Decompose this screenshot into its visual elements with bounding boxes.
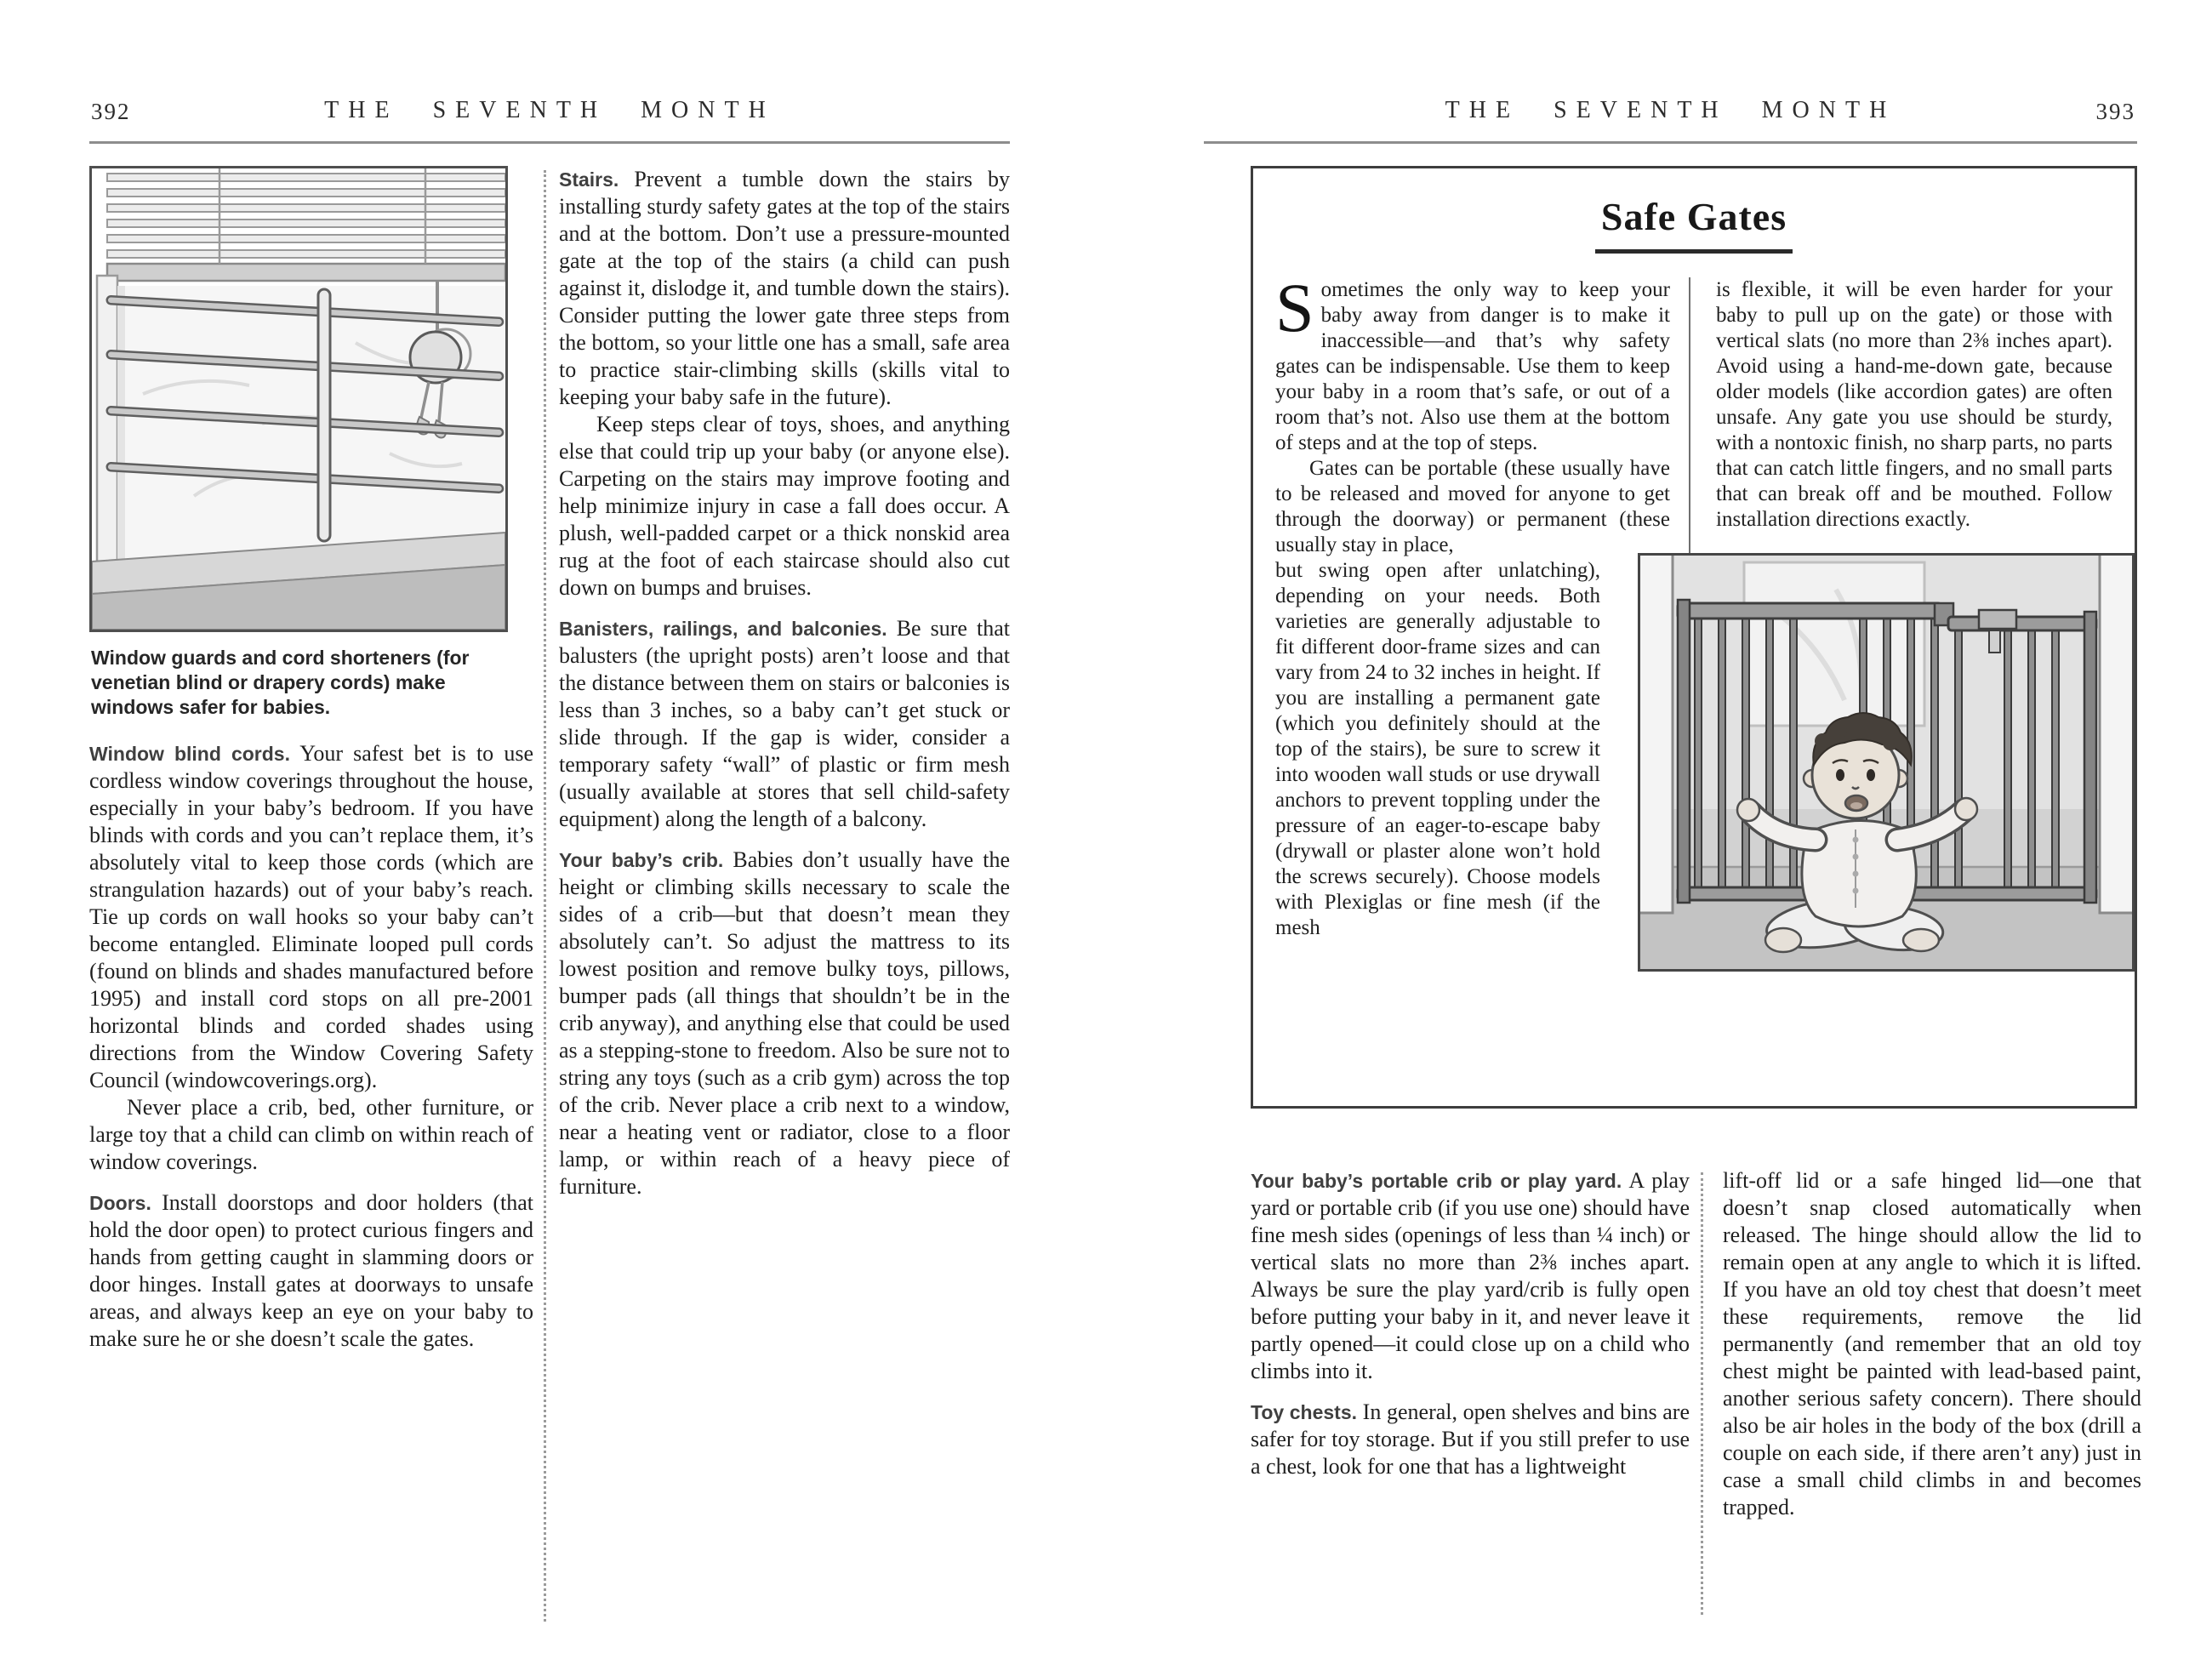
baby-hand xyxy=(1955,798,1977,820)
header-rule-right xyxy=(1204,141,2137,144)
figure-caption: Window guards and cord shorteners (for venetian blind or drapery cords) make windows safer for babies. xyxy=(91,647,470,718)
running-head-right: THE SEVENTH MONTH xyxy=(1445,97,1896,123)
window-jamb xyxy=(97,276,117,575)
lead-window-blind-cords: Window blind cords. xyxy=(89,743,290,765)
paragraph-text: Be sure that balusters (the upright posts) aren’t loose and that the distance between them on stairs or balconies is less than 3 inches, so a baby can’t get stuck or slide through. If the gap is wider, consider a temporary safety “wall” of plastic or firm mesh (usually available at stores that sell child-safety equipment) along the length of a balcony. xyxy=(559,616,1011,831)
paragraph-text: In general, open shelves and bins are safer for toy storage. But if you still prefer to use a chest, look for one that has a lightweight xyxy=(1251,1400,1690,1479)
left-page-column-2 xyxy=(559,166,1010,1200)
lead-doors: Doors. xyxy=(89,1192,151,1214)
baby-foot xyxy=(1903,929,1939,951)
paragraph-banisters xyxy=(559,615,1010,833)
paragraph-window-blind-cords xyxy=(89,740,533,1094)
column-divider-dotted-left-page xyxy=(544,170,546,1622)
paragraph-toy-chest-continued: lift-off lid or a safe hinged lid—one that doesn’t snap closed automatically when released. The hinge should allow the lid to remain open at any angle to which it is lifted. If you have an old toy chest that doesn’t meet these requirements, remove the lid permanently (and remember that an old toy chest might be painted with lead-based paint, another serious safety concern). There should also be air holes in the body of the box (drill a couple on each side, if there aren’t any) just in case a small child climbs in and becomes trapped. xyxy=(1723,1168,2141,1519)
paragraph-text: Your safest bet is to use cordless window coverings throughout the house, especially in your baby’s bedroom. If you have blinds with cords and you can’t replace them, it’s absolutely vital to keep those cords (which are strangulation hazards) out of your baby’s reach. Tie up cords on wall hooks so your baby can’t become entangled. Eliminate looped pull cords (found on blinds and shades manufactured before 1995) and install cord stops on all pre-2001 horizontal blinds and corded shades using directions from the Window Covering Safety Council (windowcoverings.org). xyxy=(89,741,533,1092)
box-paragraph-2-continued: but swing open after unlatching), depending on your needs. Both varieties are generally adjustable to fit different door-frame sizes and can vary from 24 to 32 inches in height. If you are installing a permanent gate (which you definitely should at the top of the stairs), be sure to screw it into wooden wall studs or use drywall anchors to prevent toppling under the pressure of an eager-to-escape baby (drywall or plaster alone won’t hold the screws securely). Choose models with Plexiglas or fine mesh (if the mesh xyxy=(1275,559,1600,939)
door-post-left xyxy=(1640,556,1673,913)
paragraph-text: ometimes the only way to keep your baby away from danger is to make it inaccessible—and that’s why safety gates can be indispensable. Use them to keep your baby in a room that’s safe, or out of a room that’s not. Also use them at the bottom of steps and at the top of steps. xyxy=(1275,278,1670,454)
gate-latch xyxy=(1979,610,2016,629)
title-double-rule xyxy=(1595,249,1793,254)
baby-eye xyxy=(1836,769,1844,781)
paragraph-never-place-crib: Never place a crib, bed, other furniture, or large toy that a child can climb on within reach of window coverings. xyxy=(89,1095,533,1174)
box-column-2-text: is flexible, it will be even harder for your baby to pull up on the gate) or those with vertical slats (no more than 2⅜ inches apart). Avoid using a hand-me-down gate, because older models (like accordion gates) are often unsafe. Any gate you use should be sturdy, with a nontoxic finish, no sharp parts, no parts that can catch little fingers, and no small parts that can break off and be mouthed. Follow installation directions exactly. xyxy=(1716,278,2112,531)
running-head-left: THE SEVENTH MONTH xyxy=(324,97,775,123)
dropcap-s: S xyxy=(1275,269,1314,346)
baby-eye xyxy=(1867,769,1875,781)
box-paragraph-2-start: Gates can be portable (these usually have to be released and moved for anyone to get through the doorway) or permanent (these usually stay in place, xyxy=(1275,457,1670,556)
lead-banisters: Banisters, railings, and balconies. xyxy=(559,618,887,640)
box-title: Safe Gates xyxy=(1600,195,1787,238)
left-page-column-1 xyxy=(89,166,533,1353)
paragraph-toy-chests xyxy=(1251,1399,1690,1480)
page-number-right: 393 xyxy=(2095,99,2135,124)
paragraph-your-babys-crib xyxy=(559,847,1010,1200)
paragraph-text: Babies don’t usually have the height or climbing skills necessary to scale the sides of a crib—but that doesn’t mean they absolutely can’t. So adjust the mattress to its lowest position and remove bulky toys, pillows, bumper pads (all things that shouldn’t be in the crib anyway), and anything else that could be used as a stepping-stone to freedom. Also be sure not to string any toys (such as a crib gym) across the top of the crib. Never place a crib next to a window, near a heating vent or radiator, close to a floor lamp, or within reach of a heavy piece of furniture. xyxy=(559,847,1011,1199)
safe-gates-box xyxy=(1251,166,2137,1109)
paragraph-keep-steps-clear: Keep steps clear of toys, shoes, and anything else that could trip up your baby (or anyone else). Carpeting on the stairs may improve footing and help minimize injury in case a fall does occur. A plush, well-padded carpet or a thick nonskid area rug at the foot of each staircase should also cut down on bumps and bruises. xyxy=(559,412,1010,600)
baby-hand xyxy=(1737,799,1759,821)
right-page-bottom-column-2 xyxy=(1723,1167,2141,1521)
safety-gate-drawing xyxy=(1640,556,2132,969)
window-guard-illustration xyxy=(89,166,508,632)
lead-portable-crib: Your baby’s portable crib or play yard. xyxy=(1251,1170,1622,1192)
lead-your-babys-crib: Your baby’s crib. xyxy=(559,849,724,871)
paragraph-portable-crib xyxy=(1251,1167,1690,1385)
paragraph-stairs xyxy=(559,166,1010,411)
door-post-right xyxy=(2100,556,2132,913)
box-paragraph-1 xyxy=(1275,269,1670,456)
right-header xyxy=(1204,94,2137,145)
paragraph-text: Install doorstops and door holders (that hold the door open) to protect curious fingers and hands from getting caught in slamming doors or door hinges. Install gates at doorways to unsafe areas, and always keep an eye on your baby to make sure he or she doesn’t scale the gates. xyxy=(89,1190,533,1351)
page-left xyxy=(89,94,1011,1351)
box-column-1 xyxy=(1275,269,1690,972)
right-page-bottom-column-1 xyxy=(1251,1167,1690,1480)
paragraph-text: A play yard or portable crib (if you use one) should have fine mesh sides (openings of less than ¼ inch) or vertical slats no more than 2⅜ inches apart. Always be sure the play yard/crib is fully open before putting your baby in it, and never leave it partly opened—it could close up on a child who climbs into it. xyxy=(1251,1168,1690,1383)
box-column-2 xyxy=(1690,277,2112,972)
page-right xyxy=(1204,94,2141,1519)
page-number-left: 392 xyxy=(91,99,131,124)
paragraph-text: Prevent a tumble down the stairs by installing sturdy safety gates at the top of the stairs and at the bottom. Don’t use a pressure-mounted gate at the top of the stairs (a child can push against it, dislodge it, and tumble down the stairs). Consider putting the lower gate three steps from the bottom, so your little one has a small, safe area to practice stair-climbing skills (skills vital to keeping your baby safe in the future). xyxy=(559,167,1010,409)
baby-foot xyxy=(1765,928,1801,952)
header-rule-left xyxy=(89,141,1010,144)
left-header xyxy=(89,94,1010,145)
column-divider-dotted-right-page xyxy=(1701,1172,1703,1615)
window-guard-drawing xyxy=(92,168,505,630)
safety-gate-illustration xyxy=(1638,553,2135,972)
lead-toy-chests: Toy chests. xyxy=(1251,1401,1357,1423)
lead-stairs: Stairs. xyxy=(559,168,619,191)
paragraph-doors xyxy=(89,1189,533,1353)
